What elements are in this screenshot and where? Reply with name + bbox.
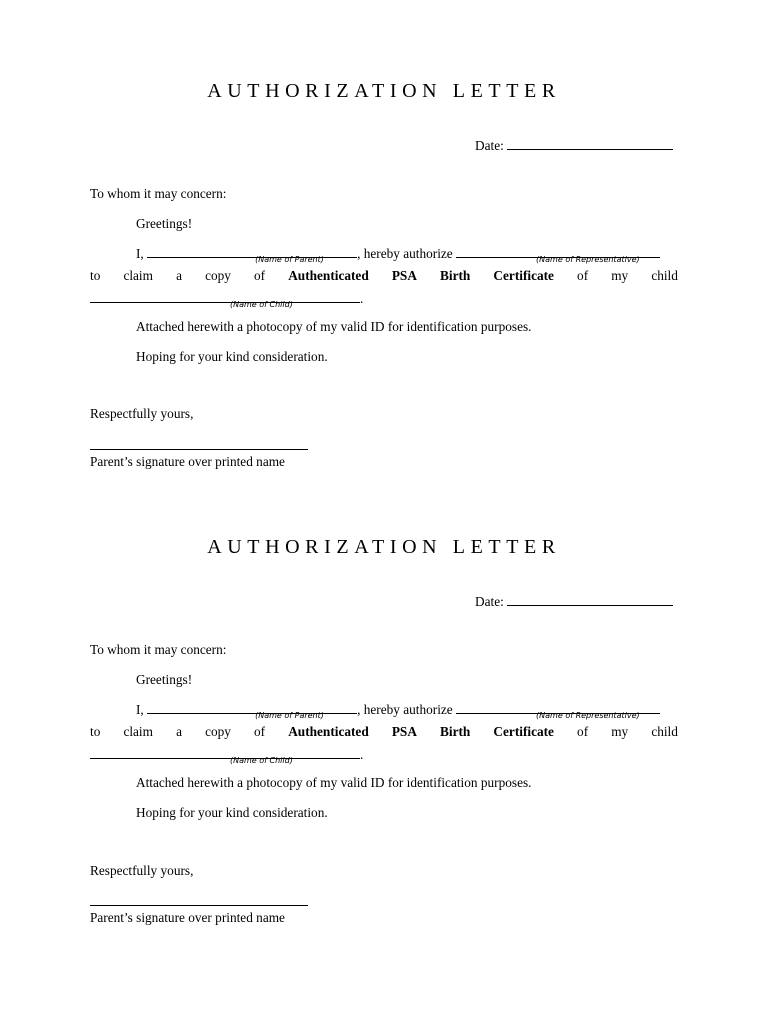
greeting: Greetings! [136,216,193,231]
authorization-letter-2 [0,536,768,992]
claim-bold-word: Birth [440,724,471,739]
signature-label: Parent’s signature over printed name [90,910,285,925]
date-row [475,137,673,154]
claim-bold-word: Birth [440,268,471,283]
signature-line[interactable] [90,449,308,450]
claim-line [90,724,678,740]
caption-parent: (Name of Parent) [255,711,324,720]
child-line-end: . [360,291,364,306]
letter-title: AUTHORIZATION LETTER [207,80,561,102]
parent-name-field[interactable] [147,245,357,264]
closing-text: Respectfully yours, [90,406,194,421]
salutation: To whom it may concern: [90,186,227,201]
attached-text: Attached herewith a photocopy of my valid ID for identification purposes. [136,319,532,334]
hoping-text: Hoping for your kind consideration. [136,349,328,364]
salutation: To whom it may concern: [90,642,227,657]
caption-child: (Name of Child) [230,300,293,309]
date-label: Date: [475,594,504,609]
line-mid: , hereby authorize [357,246,453,261]
date-field[interactable] [507,137,673,150]
line-prefix: I, [136,702,144,717]
hoping-text: Hoping for your kind consideration. [136,805,328,820]
authorize-line [136,701,660,718]
greeting: Greetings! [136,672,193,687]
claim-word: of [254,268,266,283]
claim-word: to [90,268,101,283]
child-name-field[interactable] [90,746,360,765]
claim-bold-word: Authenticated [288,268,369,283]
caption-representative: (Name of Representative) [536,255,640,264]
claim-tail-word: child [651,724,678,739]
authorize-line [136,245,660,262]
claim-word: to [90,724,101,739]
date-row [475,593,673,610]
claim-word: copy [205,268,231,283]
claim-bold-word: Certificate [493,268,554,283]
claim-tail-word: of [577,724,589,739]
claim-tail-word: child [651,268,678,283]
child-name-field[interactable] [90,290,360,309]
claim-tail-word: of [577,268,589,283]
attached-text: Attached herewith a photocopy of my valid ID for identification purposes. [136,775,532,790]
caption-child: (Name of Child) [230,756,293,765]
letter-title: AUTHORIZATION LETTER [207,536,561,558]
date-field[interactable] [507,593,673,606]
date-label: Date: [475,138,504,153]
claim-tail-word: my [611,724,629,739]
claim-word: of [254,724,266,739]
claim-bold-word: Certificate [493,724,554,739]
representative-name-field[interactable] [456,245,660,264]
line-prefix: I, [136,246,144,261]
parent-name-field[interactable] [147,701,357,720]
claim-bold-word: Authenticated [288,724,369,739]
signature-line[interactable] [90,905,308,906]
authorization-letter-1 [0,80,768,536]
claim-word: copy [205,724,231,739]
claim-bold-word: PSA [391,268,417,283]
claim-word: claim [123,724,153,739]
representative-name-field[interactable] [456,701,660,720]
child-line [90,290,363,307]
signature-label: Parent’s signature over printed name [90,454,285,469]
child-line [90,746,363,763]
child-line-end: . [360,747,364,762]
caption-representative: (Name of Representative) [536,711,640,720]
claim-line [90,268,678,284]
claim-word: a [176,268,182,283]
claim-word: a [176,724,182,739]
closing-text: Respectfully yours, [90,863,194,878]
claim-tail-word: my [611,268,629,283]
claim-bold-word: PSA [391,724,417,739]
claim-word: claim [123,268,153,283]
caption-parent: (Name of Parent) [255,255,324,264]
line-mid: , hereby authorize [357,702,453,717]
